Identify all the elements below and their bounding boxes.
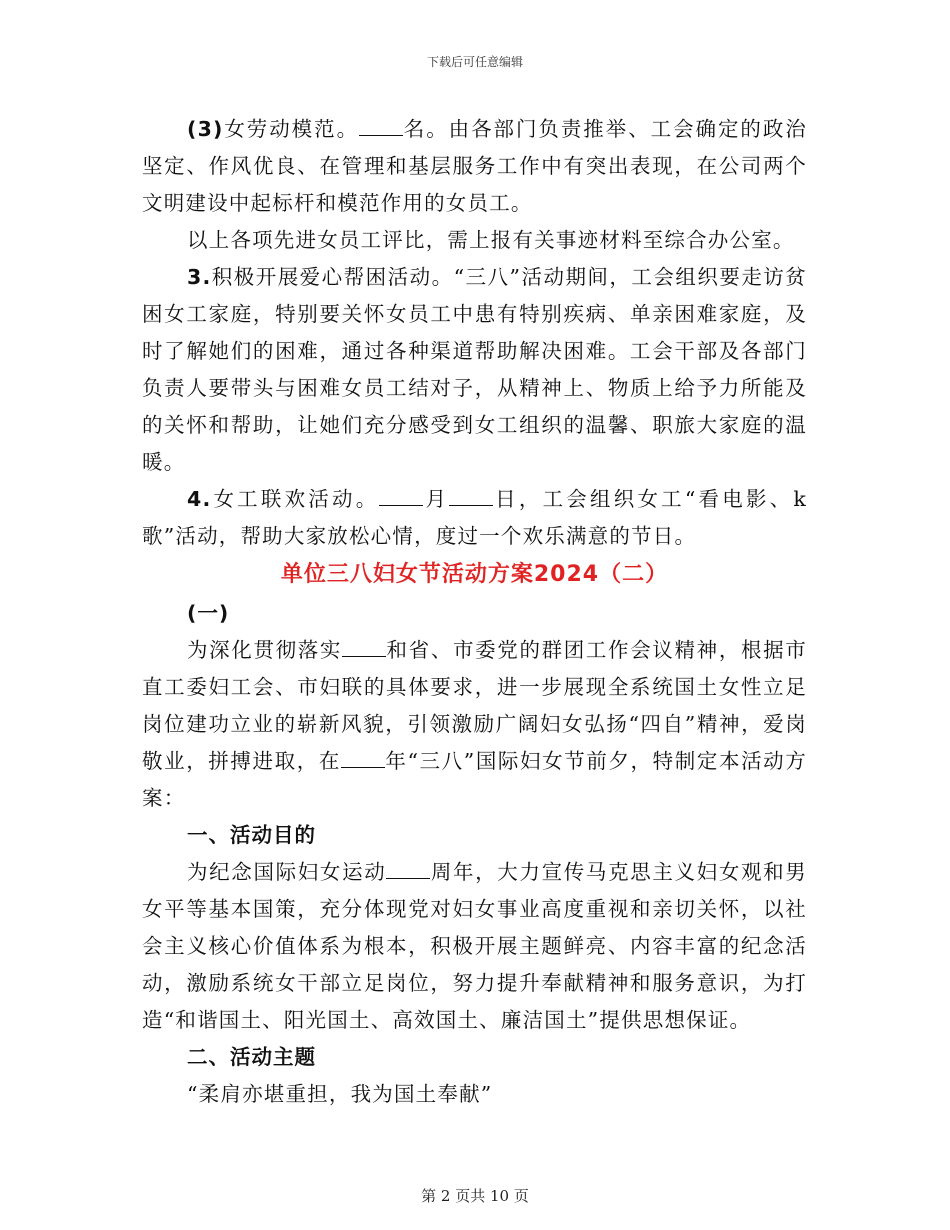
paragraph-text: 名。由各部门负责推举、工会确定的政治坚定、作风优良、在管理和基层服务工作中有突出表现，在公司两个文明建设中起标杆和模范作用的女员工。 (142, 117, 807, 215)
heading-theme: 二、活动主题 (187, 1045, 316, 1069)
paragraph-text: 和省、市委党的群团工作会议精神，根据市直工委妇工会、市妇联的具体要求，进一步展现全系统国土女性立足岗位建功立业的崭新风貌，引领激励广阔妇女弘扬“四自”精神，爱岗敬业，拼搏进取，在 (142, 638, 807, 773)
paragraph-female-model (142, 111, 807, 222)
paragraph-text: 月 (423, 487, 450, 511)
paragraph-help-activity (142, 259, 807, 481)
fill-blank (342, 640, 386, 657)
fill-blank (359, 119, 403, 136)
fill-blank (341, 751, 385, 768)
paragraph-intro (142, 632, 807, 817)
paragraph-report-note: 以上各项先进女员工评比，需上报有关事迹材料至综合办公室。 (187, 228, 795, 252)
fill-blank (379, 489, 423, 506)
section-title: 单位三八妇女节活动方案2024（二） (280, 562, 669, 587)
paragraph-text: 周年，大力宣传马克思主义妇女观和男女平等基本国策，充分体现党对妇女事业高度重视和亲切关怀，以社会主义核心价值体系为根本，积极开展主题鲜亮、内容丰富的纪念活动，激励系统女干部立足岗位，努力提升奉献精神和服务意识，为打造“和谐国土、阳光国土、高效国土、廉洁国土”提供思想保证。 (142, 860, 807, 1032)
paragraph-text: 女工联欢活动。 (211, 487, 380, 511)
paragraph-text: 日，工会组织女工“看电影、k歌”活动，帮助大家放松心情，度过一个欢乐满意的节日。 (142, 487, 808, 548)
paragraph-theme: “柔肩亦堪重担，我为国土奉献” (187, 1082, 493, 1106)
paragraph-text: 为深化贯彻落实 (187, 638, 343, 662)
paragraph-text: 积极开展爱心帮困活动。“三八”活动期间，工会组织要走访贫困女工家庭，特别要关怀女员工中患有特别疾病、单亲困难家庭，及时了解她们的困难，通过各种渠道帮助解决困难。工会干部及各部门负责人要带头与困难女员工结对子，从精神上、物质上给予力所能及的关怀和帮助，让她们充分感受到女工组织的温馨、职旅大家庭的温暖。 (142, 265, 807, 474)
page-header: 下载后可任意编辑 (426, 55, 523, 69)
part-label: (一) (187, 601, 230, 625)
paragraph-party-activity (142, 481, 807, 555)
paragraph-purpose (142, 854, 807, 1039)
fill-blank (386, 862, 430, 879)
page-footer: 第 2 页共 10 页 (421, 1187, 529, 1205)
paragraph-text: 为纪念国际妇女运动 (187, 860, 387, 884)
item-number: 3. (187, 265, 212, 289)
item-number: 4. (187, 487, 212, 511)
fill-blank (449, 489, 493, 506)
document-body (142, 111, 807, 1113)
item-number: (3) (187, 117, 224, 141)
paragraph-text: 年“三八”国际妇女节前夕，特制定本活动方案： (142, 749, 807, 810)
heading-purpose: 一、活动目的 (187, 823, 316, 847)
paragraph-text: 女劳动模范。 (223, 117, 360, 141)
